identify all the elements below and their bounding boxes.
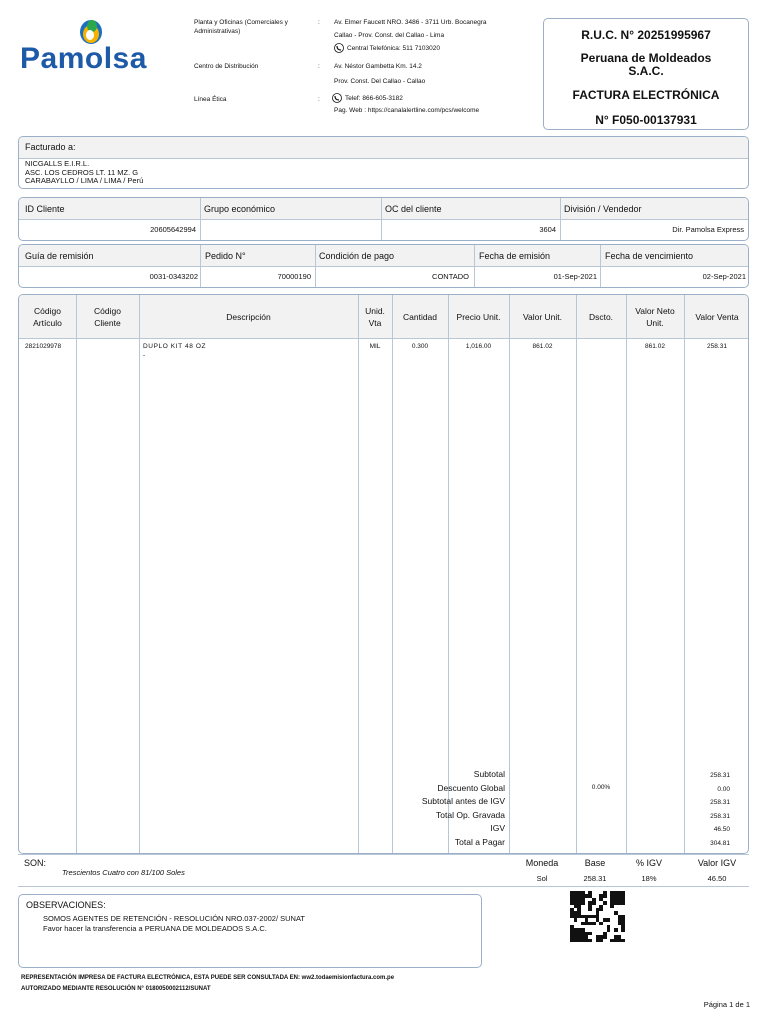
division-value: Dir. Pamolsa Express <box>672 225 744 234</box>
billed-to-box <box>18 136 749 189</box>
cell-descripcion: DUPLO KIT 48 OZ - <box>143 343 207 359</box>
guia-label: Guía de remisión <box>25 251 94 261</box>
separator: : <box>318 96 320 103</box>
separator: : <box>318 63 320 70</box>
observaciones-text: SOMOS AGENTES DE RETENCIÓN - RESOLUCIÓN NRO.037-2002/ SUNAT Favor hacer la transferencia a PERUANA DE MOLDEADOS S.A.C. <box>43 914 306 933</box>
billed-to-label: Facturado a: <box>19 137 748 159</box>
cell-codigo: 2821029978 <box>25 343 62 350</box>
cell-unid: MIL <box>369 343 381 350</box>
col-precio: Precio Unit. <box>456 312 501 322</box>
vencimiento-label: Fecha de vencimiento <box>605 251 694 261</box>
page-number: Página 1 de 1 <box>703 1000 750 1009</box>
legal-footer: REPRESENTACIÓN IMPRESA DE FACTURA ELECTRÓNICA, ESTA PUEDE SER CONSULTADA EN: ww2.todaemisionfactura.com.pe AUTORIZADO MEDIANTE RESOLUCIÓN N° 0180050002112/SUNAT <box>21 975 395 992</box>
plant-address: Av. Elmer Faucett NRO. 3486 - 3711 Urb. Bocanegra Callao - Prov. Const. del Callao - Lima Central Telefónica: 511 7103020 <box>334 19 487 52</box>
col-valor-unit: Valor Unit. <box>522 312 563 322</box>
totals-labels: Subtotal Descuento Global Subtotal antes de IGV Total Op. Gravada IGV Total a Pagar <box>421 769 505 847</box>
col-dscto: Dscto. <box>588 312 614 322</box>
logo-text: Pamolsa <box>20 42 147 75</box>
col-codigo-cliente: Código Cliente <box>94 306 121 328</box>
division-label: División / Vendedor <box>564 204 642 214</box>
distribution-label: Centro de Distribución <box>194 63 259 70</box>
base-label: Base <box>584 858 606 868</box>
qr-code <box>570 891 625 942</box>
vencimiento-value: 02-Sep-2021 <box>702 272 746 281</box>
ethics-label: Línea Ética <box>194 96 227 103</box>
moneda-value: Sol <box>536 874 548 883</box>
client-oc-value: 3604 <box>539 225 556 234</box>
phone-icon <box>332 93 342 103</box>
ruc-number: R.U.C. N° 20251995967 <box>581 28 711 42</box>
cell-valor-venta: 258.31 <box>707 343 727 350</box>
pct-igv-value: 18% <box>641 874 657 883</box>
items-table <box>18 294 749 854</box>
son-text: Trescientos Cuatro con 81/100 Soles <box>62 868 185 877</box>
totals-values: 258.31 0.00 258.31 258.31 46.50 304.81 <box>710 772 730 847</box>
ethics-contact: Telef: 866-605-3182 Pag. Web : https://canalalertline.com/pcs/welcome <box>334 94 480 114</box>
document-type: FACTURA ELECTRÓNICA <box>572 88 720 102</box>
observaciones-label: OBSERVACIONES: <box>26 900 106 910</box>
condicion-value: CONTADO <box>432 272 469 281</box>
pedido-label: Pedido N° <box>205 251 246 261</box>
guia-value: 0031-0343202 <box>149 272 198 281</box>
pedido-value: 70000190 <box>277 272 311 281</box>
valor-igv-value: 46.50 <box>707 874 727 883</box>
issuer-name: Peruana de Moldeados S.A.C. <box>580 51 712 78</box>
observaciones-box <box>18 894 482 968</box>
col-unid: Unid. Vta <box>365 306 385 328</box>
ruc-box <box>543 18 749 130</box>
economic-group-label: Grupo económico <box>204 204 276 214</box>
emision-label: Fecha de emisión <box>479 251 551 261</box>
client-id-label: ID Cliente <box>25 204 65 214</box>
company-logo <box>20 16 172 78</box>
order-info-row <box>18 244 749 288</box>
valor-igv-label: Valor IGV <box>697 858 737 868</box>
col-codigo-articulo: Código Artículo <box>33 306 62 328</box>
client-info-row <box>18 197 749 241</box>
moneda-label: Moneda <box>525 858 559 868</box>
client-id-value: 20605642994 <box>150 225 196 234</box>
base-value: 258.31 <box>583 874 607 883</box>
col-valor-venta: Valor Venta <box>695 312 739 322</box>
distribution-address: Av. Néstor Gambetta Km. 14.2 Prov. Const. Del Callao - Callao <box>334 63 426 85</box>
separator: : <box>318 19 320 26</box>
document-number: N° F050-00137931 <box>595 113 697 127</box>
cell-valor-neto: 861.02 <box>645 343 665 350</box>
discount-percent: 0.00% <box>591 784 611 791</box>
cell-precio: 1,016.00 <box>465 343 492 350</box>
condicion-label: Condición de pago <box>319 251 395 261</box>
cell-cantidad: 0.300 <box>411 343 429 350</box>
client-oc-label: OC del cliente <box>385 204 442 214</box>
plant-label: Planta y Oficinas (Comerciales y Administrativas) <box>194 19 288 35</box>
col-cantidad: Cantidad <box>402 312 438 322</box>
son-label: SON: <box>24 858 47 868</box>
billed-to-details: NICGALLS E.I.R.L. ASC. LOS CEDROS LT. 11 MZ. G CARABAYLLO / LIMA / LIMA / Perú <box>25 159 144 185</box>
pct-igv-label: % IGV <box>635 858 662 868</box>
phone-icon <box>334 43 344 53</box>
col-valor-neto: Valor Neto Unit. <box>635 306 675 328</box>
cell-valor-unit: 861.02 <box>532 343 553 350</box>
col-descripcion: Descripción <box>226 312 271 322</box>
emision-value: 01-Sep-2021 <box>553 272 597 281</box>
